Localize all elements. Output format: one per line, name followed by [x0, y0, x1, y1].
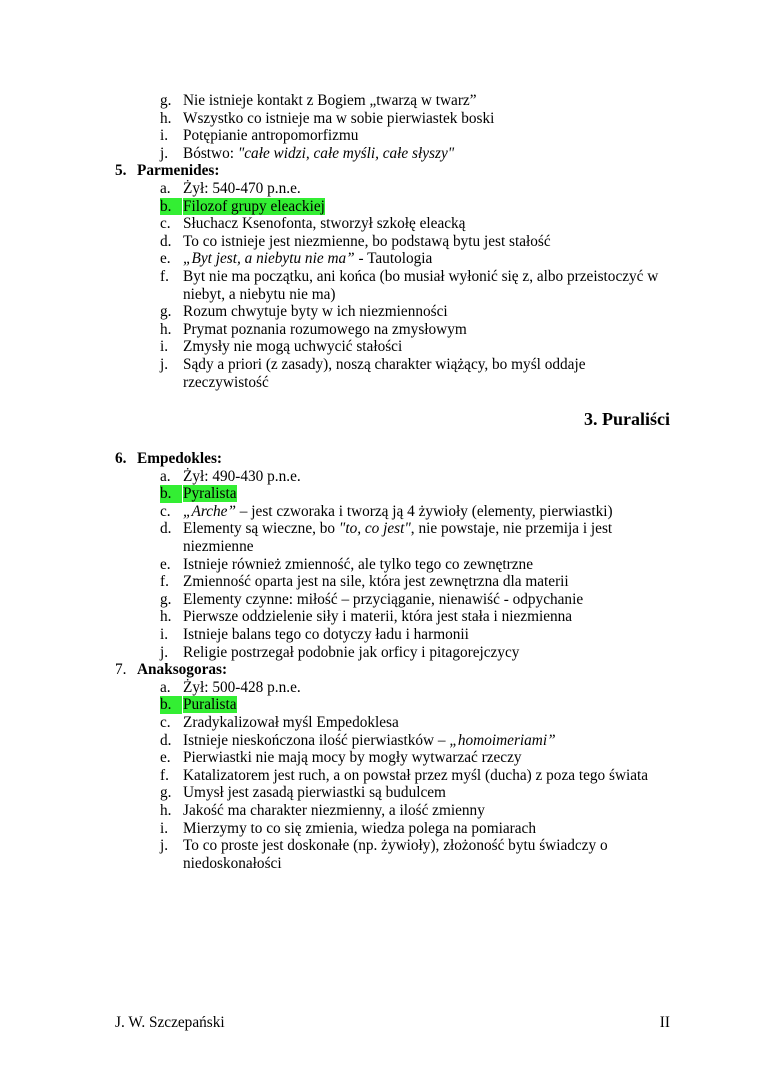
list-item: f. Zmienność oparta jest na sile, która jest zewnętrzna dla materii [160, 573, 569, 591]
list-item: i. Mierzymy to co się zmienia, wiedza polega na pomiarach [160, 819, 536, 837]
list-item: e. „Byt jest, a niebytu nie ma” - Tautologia [160, 250, 433, 268]
footer-page-number: II [659, 1014, 670, 1031]
list-item: h. Jakość ma charakter niezmienny, a ilość zmienny [160, 802, 485, 819]
section-number-heading: 7. Anaksogoras: [115, 661, 228, 679]
footer-author: J. W. Szczepański [115, 1014, 225, 1031]
list-item: i. Zmysły nie mogą uchwycić stałości [160, 338, 403, 356]
list-item: d. Istnieje nieskończona ilość pierwiastków – „homoimeriami” [160, 731, 556, 749]
list-item: d. Elementy są wieczne, bo "to, co jest", nie powstaje, nie przemija i jest niezmienne [160, 520, 613, 555]
list-item: h. Prymat poznania rozumowego na zmysłowym [160, 320, 467, 338]
list-item: e. Istnieje również zmienność, ale tylko tego co zewnętrzne [160, 555, 533, 573]
list-item: h. Wszystko co istnieje ma w sobie pierwiastek boski [160, 109, 495, 127]
list-item: j. Sądy a priori (z zasady), noszą charakter wiążący, bo myśl oddaje rzeczywistość [160, 356, 586, 391]
section-number-heading: 6. Empedokles: [115, 450, 222, 467]
list-item: i. Potępianie antropomorfizmu [160, 127, 359, 145]
list-item-highlighted: b. Pyralista [160, 485, 237, 503]
list-item: e. Pierwiastki nie mają mocy by mogły wytwarzać rzeczy [160, 749, 522, 767]
list-item: g. Umysł jest zasadą pierwiastki są budulcem [160, 784, 446, 802]
list-item: f. Katalizatorem jest ruch, a on powstał przez myśl (ducha) z poza tego świata [160, 766, 649, 784]
list-item: j. To co proste jest doskonałe (np. żywioły), złożoność bytu świadczy o niedoskonałości [160, 837, 608, 872]
list-item: j. Bóstwo: "całe widzi, całe myśli, całe słyszy" [160, 144, 455, 162]
list-item: a. Żył: 490-430 p.n.e. [160, 467, 301, 485]
list-item: c. Słuchacz Ksenofonta, stworzył szkołę eleacką [160, 215, 466, 233]
list-item-highlighted: b. Puralista [160, 696, 237, 714]
list-item: i. Istnieje balans tego co dotyczy ładu i harmonii [160, 626, 469, 643]
list-item: a. Żył: 500-428 p.n.e. [160, 678, 301, 696]
list-item: g. Elementy czynne: miłość – przyciąganie, nienawiść - odpychanie [160, 590, 584, 608]
list-item: j. Religie postrzegał podobnie jak orficy i pitagorejczycy [160, 643, 520, 661]
section-number-heading: 5. Parmenides: [115, 162, 220, 180]
list-item: d. To co istnieje jest niezmienne, bo podstawą bytu jest stałość [160, 232, 551, 250]
list-item: g. Nie istnieje kontakt z Bogiem „twarzą w twarz” [160, 92, 477, 109]
list-item-highlighted: b. Filozof grupy eleackiej [160, 197, 325, 215]
section-heading: 3. Puraliści [584, 409, 670, 429]
list-item: f. Byt nie ma początku, ani końca (bo musiał wyłonić się z, albo przeistoczyć w niebyt, a niebytu nie ma) [160, 268, 659, 303]
list-item: a. Żył: 540-470 p.n.e. [160, 180, 301, 197]
list-item: c. „Arche” – jest czworaka i tworzą ją 4 żywioły (elementy, pierwiastki) [160, 502, 613, 520]
list-item: h. Pierwsze oddzielenie siły i materii, która jest stała i niezmienna [160, 608, 573, 626]
list-item: c. Zradykalizował myśl Empedoklesa [160, 714, 399, 731]
list-item: g. Rozum chwytuje byty w ich niezmienności [160, 303, 448, 321]
